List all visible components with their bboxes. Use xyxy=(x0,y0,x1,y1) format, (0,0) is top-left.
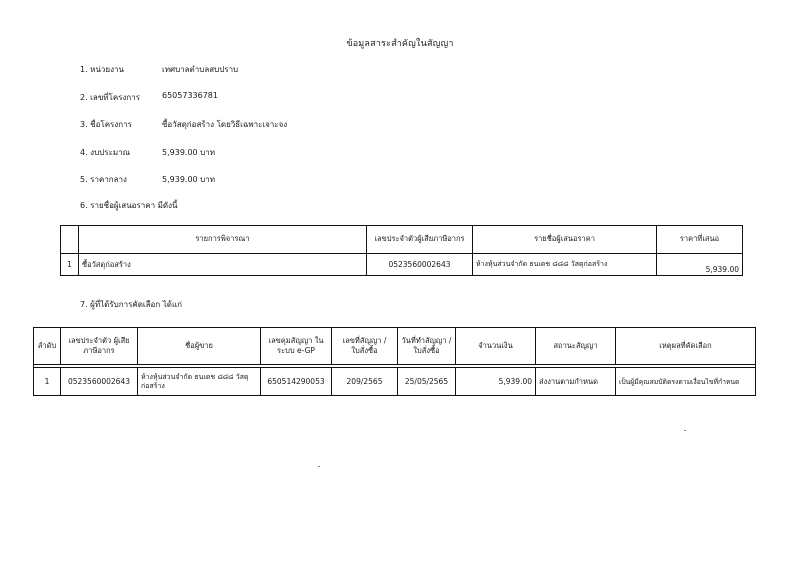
field-value: 65057336781 xyxy=(162,91,218,100)
cell-tax-id: 0523560002643 xyxy=(367,254,473,276)
cell-vendor: ห้างหุ้นส่วนจำกัด ธนเดช ๘๘๘ วัสดุก่อสร้าง xyxy=(138,368,261,396)
bidders-col-no xyxy=(61,226,79,254)
cell-tax-id: 0523560002643 xyxy=(61,368,138,396)
bidders-col-bidder: รายชื่อผู้เสนอราคา xyxy=(473,226,657,254)
field-label: 1. หน่วยงาน xyxy=(80,65,124,74)
winners-col-reason: เหตุผลที่คัดเลือก xyxy=(616,328,756,365)
cell-egp-no: 650514290053 xyxy=(261,368,332,396)
cell-no: 1 xyxy=(61,254,79,276)
cell-bidder: ห้างหุ้นส่วนจำกัด ธนเดช ๘๘๘ วัสดุก่อสร้าง xyxy=(473,254,657,276)
cell-amount: 5,939.00 xyxy=(456,368,536,396)
field-value: ซื้อวัสดุก่อสร้าง โดยวิธีเฉพาะเจาะจง xyxy=(162,120,288,129)
winners-col-vendor: ชื่อผู้ขาย xyxy=(138,328,261,365)
field-label: 5. ราคากลาง xyxy=(80,175,127,184)
cell-date: 25/05/2565 xyxy=(398,368,456,396)
cell-item: ซื้อวัสดุก่อสร้าง xyxy=(79,254,367,276)
winners-col-tax-id: เลขประจำตัว ผู้เสียภาษีอากร xyxy=(61,328,138,365)
table-row xyxy=(61,254,743,276)
field-label: 4. งบประมาณ xyxy=(80,148,131,157)
winners-col-egp-no: เลขคุมสัญญา ในระบบ e-GP xyxy=(261,328,332,365)
cell-contract-no: 209/2565 xyxy=(332,368,398,396)
bidders-col-price: ราคาที่เสนอ xyxy=(657,226,743,254)
section-7-heading: 7. ผู้ที่ได้รับการคัดเลือก ได้แก่ xyxy=(80,300,182,309)
table-row xyxy=(34,368,756,396)
field-label: 3. ชื่อโครงการ xyxy=(80,120,132,129)
winners-col-contract-no: เลขที่สัญญา / ใบสั่งซื้อ xyxy=(332,328,398,365)
field-value: เทศบาลตำบลสบปราบ xyxy=(162,65,239,74)
section-6-heading: 6. รายชื่อผู้เสนอราคา มีดังนี้ xyxy=(80,201,178,210)
winners-col-status: สถานะสัญญา xyxy=(536,328,616,365)
winners-table xyxy=(33,327,756,396)
cell-price: 5,939.00 xyxy=(657,254,743,276)
cell-reason: เป็นผู้มีคุณสมบัติตรงตามเงื่อนไขที่กำหนด xyxy=(616,368,756,396)
bidders-col-item: รายการพิจารณา xyxy=(79,226,367,254)
winners-col-date: วันที่ทำสัญญา / ใบสั่งซื้อ xyxy=(398,328,456,365)
bidders-table xyxy=(60,225,743,276)
field-value: 5,939.00 บาท xyxy=(162,175,216,184)
cell-no: 1 xyxy=(34,368,61,396)
winners-col-no: ลำดับ xyxy=(34,328,61,365)
field-value: 5,939.00 บาท xyxy=(162,148,216,157)
field-label: 2. เลขที่โครงการ xyxy=(80,93,141,102)
winners-col-amount: จำนวนเงิน xyxy=(456,328,536,365)
bidders-col-tax-id: เลขประจำตัวผู้เสียภาษีอากร xyxy=(367,226,473,254)
document-title: ข้อมูลสาระสำคัญในสัญญา xyxy=(346,39,454,49)
cell-status: ส่งงานตามกำหนด xyxy=(536,368,616,396)
